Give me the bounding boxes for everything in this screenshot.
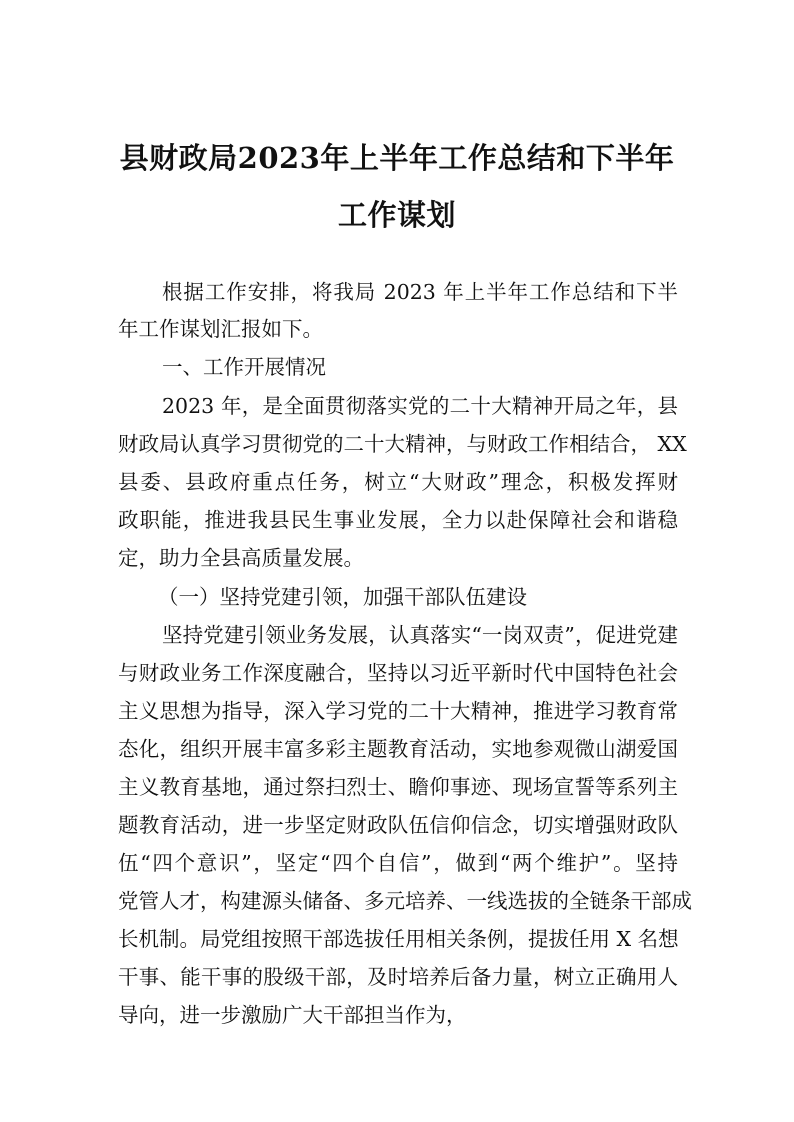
intro-line: 根据工作安排，将我局 2023 年上半年工作总结和下半 (162, 280, 678, 304)
document-title-line-1: 县财政局2023年上半年工作总结和下半年 (119, 141, 675, 175)
paragraph-line: 政职能，推进我县民生事业发展，全力以赴保障社会和谐稳 (118, 508, 678, 532)
paragraph-line: 与财政业务工作深度融合，坚持以习近平新时代中国特色社会 (118, 661, 678, 685)
document-title-line-2: 工作谋划 (337, 198, 456, 232)
paragraph-line: 长机制。局党组按照干部选拔任用相关条例，提拔任用 X 名想 (118, 927, 679, 951)
paragraph-line: 态化，组织开展丰富多彩主题教育活动，实地参观微山湖爱国 (118, 737, 678, 761)
subsection-heading: （一）坚持党建引领，加强干部队伍建设 (158, 585, 527, 609)
paragraph-line: 干事、能干事的股级干部，及时培养后备力量，树立正确用人 (118, 965, 678, 989)
paragraph-line: 县委、县政府重点任务，树立“大财政”理念，积极发挥财 (118, 470, 678, 494)
paragraph-line: 财政局认真学习贯彻党的二十大精神，与财政工作相结合， XX (118, 432, 687, 456)
section-heading: 一、工作开展情况 (162, 355, 326, 379)
paragraph-line: 伍“四个意识”，坚定“四个自信”，做到“两个维护”。坚持 (118, 851, 678, 875)
paragraph-line: 题教育活动，进一步坚定财政队伍信仰信念，切实增强财政队 (118, 813, 678, 837)
paragraph-line: 坚持党建引领业务发展，认真落实“一岗双责”，促进党建 (162, 623, 678, 647)
paragraph-line: 导向，进一步激励广大干部担当作为， (118, 1003, 467, 1027)
paragraph-line: 主义思想为指导，深入学习党的二十大精神，推进学习教育常 (118, 699, 678, 723)
paragraph-line: 党管人才，构建源头储备、多元培养、一线选拔的全链条干部成 (118, 889, 692, 913)
paragraph-line: 主义教育基地，通过祭扫烈士、瞻仰事迹、现场宣誓等系列主 (118, 775, 678, 799)
intro-line: 年工作谋划汇报如下。 (118, 317, 323, 341)
paragraph-line: 定，助力全县高质量发展。 (118, 546, 364, 570)
paragraph-line: 2023 年，是全面贯彻落实党的二十大精神开局之年，县 (162, 394, 678, 418)
